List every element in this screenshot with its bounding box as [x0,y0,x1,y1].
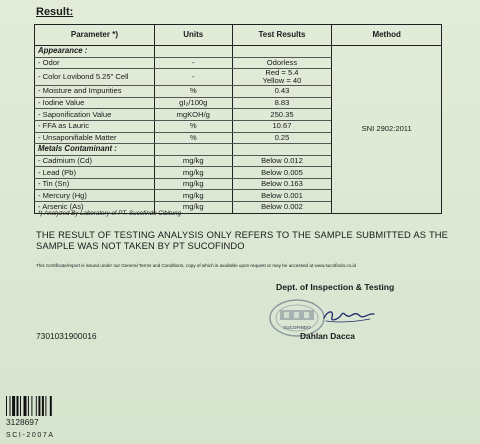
result-cell: Below 0.002 [232,202,332,214]
result-cell: 250.35 [232,109,332,121]
barcode-bar [6,396,7,416]
section-appearance: Appearance : [35,46,155,58]
parameter-cell: - Saponification Value [35,109,155,121]
result-cell: Below 0.005 [232,167,332,179]
result-cell: 10.67 [232,120,332,132]
table-header-row [35,25,442,46]
parameter-cell: - Unsaponifiable Matter [35,132,155,144]
units-cell: % [154,132,232,144]
barcode-bar [45,396,46,416]
units-cell: - [154,57,232,69]
barcode-number: 3128697 [6,417,39,427]
terms-disclaimer: This Certificate/report is issued under our General Terms and Conditions, copy of which is available upon request or may be accessed at www.sucofindo.co.id [36,263,357,268]
signature-icon [320,304,382,326]
result-cell [232,69,332,86]
analysis-footnote: *) Analyzed By Laboratory of PT. Sucofindo Cibitung [38,210,181,217]
units-cell: - [154,69,232,86]
barcode-bar [28,396,29,416]
barcode-bar [31,396,32,416]
units-cell: % [154,120,232,132]
units-cell: mg/kg [154,167,232,179]
units-cell: mg/kg [154,190,232,202]
section-metals: Metals Contaminant : [35,144,155,156]
header-units: Units [154,25,232,46]
parameter-cell: - Tin (Sn) [35,178,155,190]
barcode-bar [12,396,15,416]
department-title: Dept. of Inspection & Testing [276,282,395,292]
units-cell: % [154,86,232,98]
result-cell: 0.25 [232,132,332,144]
parameter-cell: - Iodine Value [35,97,155,109]
result-cell: 0.43 [232,86,332,98]
empty-cell [232,46,332,58]
units-cell: mg/kg [154,202,232,214]
document-number: 7301031900016 [36,331,97,341]
section-row-appearance [35,46,442,58]
parameter-cell: - FFA as Lauric [35,120,155,132]
parameter-cell: - Color Lovibond 5.25" Cell [35,69,155,86]
barcode-bar [17,396,19,416]
barcode-bar [24,396,27,416]
seal-text: SUCOFINDO [283,325,311,330]
results-table [34,24,442,214]
barcode-bar [38,396,40,416]
header-parameter: Parameter *) [35,25,155,46]
result-cell: Below 0.001 [232,190,332,202]
parameter-cell: - Odor [35,57,155,69]
units-cell: mgKOH/g [154,109,232,121]
form-code: SCI-2007A [6,432,55,439]
barcode-bar [10,396,11,416]
barcode-bar [20,396,21,416]
result-line-yellow: Yellow = 40 [262,76,302,86]
result-line-red: Red = 5.4 [265,68,299,78]
parameter-cell: - Arsenic (As) [35,202,155,214]
barcode-bar [42,396,44,416]
parameter-cell: - Moisture and Impurities [35,86,155,98]
result-cell: Below 0.163 [232,178,332,190]
parameter-cell: - Cadmium (Cd) [35,155,155,167]
header-test-results: Test Results [232,25,332,46]
testing-statement: THE RESULT OF TESTING ANALYSIS ONLY REFERS TO THE SAMPLE SUBMITTED AS THE SAMPLE WAS NOT TAKEN BY PT SUCOFINDO [36,229,448,251]
units-cell: mg/kg [154,178,232,190]
header-method: Method [332,25,442,46]
parameter-cell: - Mercury (Hg) [35,190,155,202]
method-cell: SNI 2902:2011 [332,46,442,214]
empty-cell [154,144,232,156]
empty-cell [232,144,332,156]
units-cell: gI₂/100g [154,97,232,109]
empty-cell [154,46,232,58]
barcode-bar [36,396,37,416]
result-cell: Below 0.012 [232,155,332,167]
parameter-cell: - Lead (Pb) [35,167,155,179]
barcode-icon [6,396,60,416]
signer-name: Dahlan Dacca [300,331,355,341]
result-cell: Odorless [232,57,332,69]
barcode-bar [50,396,52,416]
units-cell: mg/kg [154,155,232,167]
result-title: Result: [36,6,74,18]
result-cell: 8.83 [232,97,332,109]
